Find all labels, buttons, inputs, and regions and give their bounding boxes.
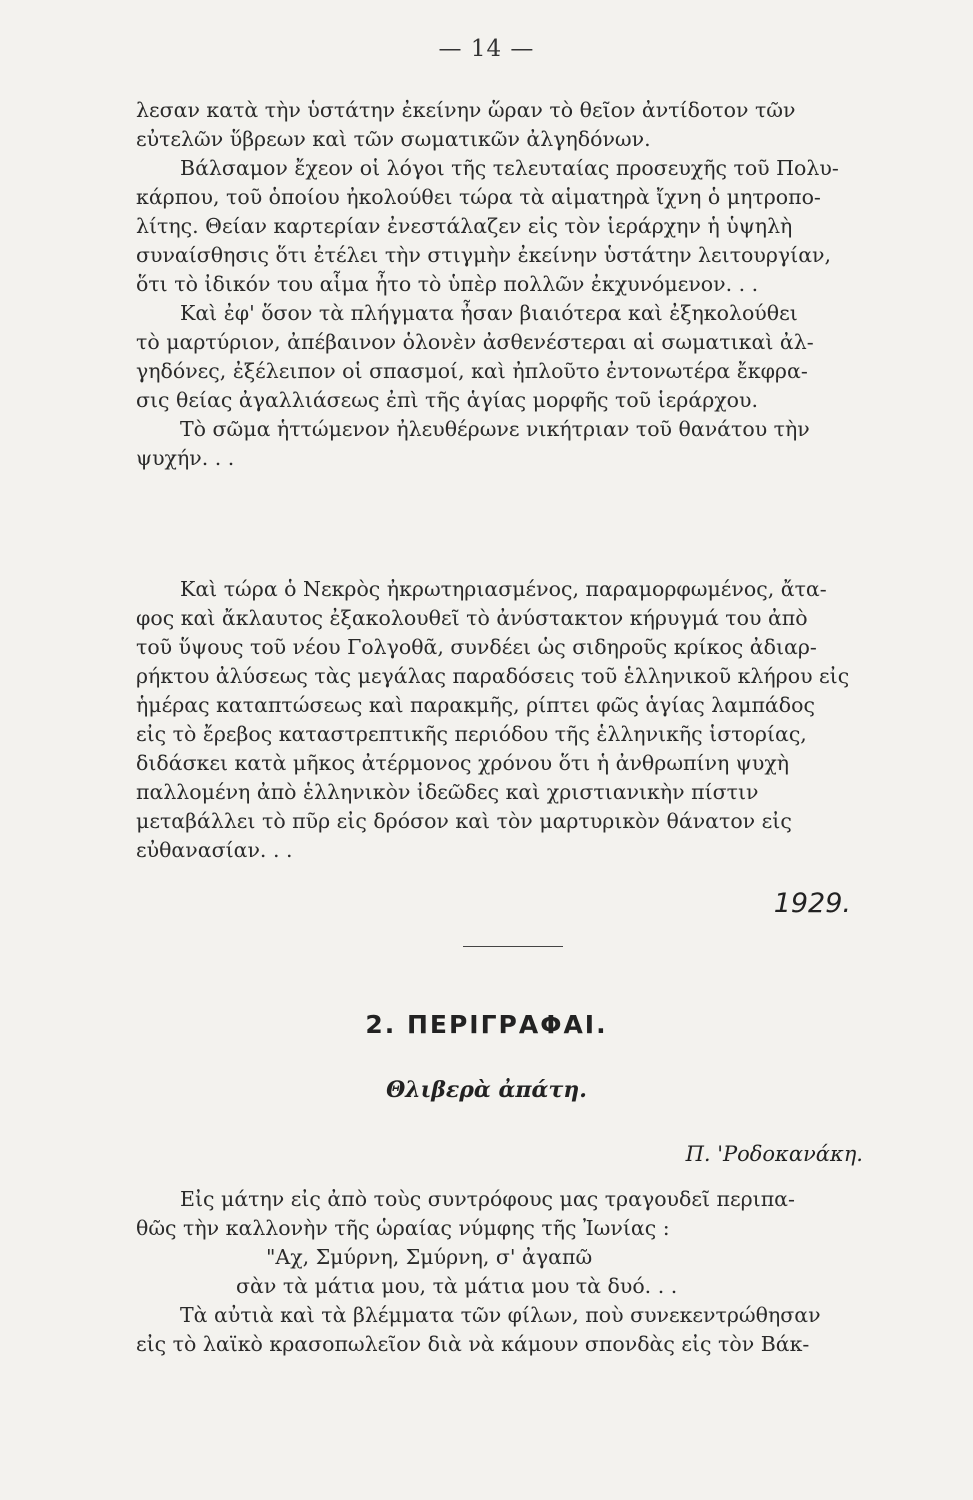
page-number: — 14 — (438, 36, 535, 62)
text-line: Τὰ αὐτιὰ καὶ τὰ βλέμματα τῶν φίλων, ποὺ συνεκεντρώθησαν (180, 1303, 821, 1327)
verse-line: σὰν τὰ μάτια μου, τὰ μάτια μου τὰ δυό. . . (236, 1274, 678, 1298)
text-line: Τὸ σῶμα ἡττώμενον ἠλευθέρωνε νικήτριαν τοῦ θανάτου τὴν (180, 417, 810, 441)
text-line: εὐθανασίαν. . . (136, 838, 293, 862)
text-line: λίτης. Θείαν καρτερίαν ἐνεστάλαζεν εἰς τὸν ἱεράρχην ἡ ὑψηλὴ (136, 214, 793, 238)
section-heading: 2. ΠΕΡΙΓΡΑΦΑΙ. (365, 1010, 608, 1039)
text-line: εὐτελῶν ὕβρεων καὶ τῶν σωματικῶν ἀλγηδόνων. (136, 127, 651, 151)
text-line: εἰς τὸ ἔρεβος καταστρεπτικῆς περιόδου τῆς ἑλληνικῆς ἱστορίας, (136, 722, 807, 746)
body-text-middle (136, 575, 908, 865)
text-line: διδάσκει κατὰ μῆκος ἀτέρμονος χρόνου ὅτι ἡ ἀνθρωπίνη ψυχὴ (136, 751, 790, 775)
text-line: γηδόνες, ἐξέλειπον οἱ σπασμοί, καὶ ἠπλοῦτο ἐντονωτέρα ἔκφρα- (136, 359, 808, 383)
article-title: Θλιβερὰ ἀπάτη. (386, 1077, 587, 1103)
text-line: σις θείας ἀγαλλιάσεως ἐπὶ τῆς ἁγίας μορφῆς τοῦ ἱεράρχου. (136, 388, 758, 412)
text-line: συναίσθησις ὅτι ἐτέλει τὴν στιγμὴν ἐκείνην ὑστάτην λειτουργίαν, (136, 243, 832, 267)
verse-line: "Αχ, Σμύρνη, Σμύρνη, σ' ἀγαπῶ (266, 1245, 593, 1269)
text-line: τὸ μαρτύριον, ἀπέβαινον ὁλονὲν ἀσθενέστεραι αἱ σωματικαὶ ἀλ- (136, 330, 814, 354)
text-line: λεσαν κατὰ τὴν ὑστάτην ἐκείνην ὥραν τὸ θεῖον ἀντίδοτον τῶν (136, 98, 796, 122)
date-year: 1929. (773, 888, 851, 919)
text-line: φος καὶ ἄκλαυτος ἐξακολουθεῖ τὸ ἀνύστακτον κήρυγμά του ἀπὸ (136, 606, 808, 630)
section-divider (463, 946, 563, 947)
text-line: ρήκτου ἀλύσεως τὰς μεγάλας παραδόσεις τοῦ ἑλληνικοῦ κλήρου εἰς (136, 664, 850, 688)
text-line: παλλομένη ἀπὸ ἑλληνικὸν ἰδεῶδες καὶ χριστιανικὴν πίστιν (136, 780, 759, 804)
text-line: θῶς τὴν καλλονὴν τῆς ὡραίας νύμφης τῆς Ἰωνίας : (136, 1216, 670, 1240)
text-line: εἰς τὸ λαϊκὸ κρασοπωλεῖον διὰ νὰ κάμουν σπονδὰς εἰς τὸν Βάκ- (136, 1332, 810, 1356)
text-line: ὅτι τὸ ἰδικόν του αἷμα ἦτο τὸ ὑπὲρ πολλῶν ἐκχυνόμενον. . . (136, 272, 759, 296)
text-line: Εἰς μάτην εἰς ἀπὸ τοὺς συντρόφους μας τραγουδεῖ περιπα- (180, 1187, 795, 1211)
text-line: Καὶ ἐφ' ὅσον τὰ πλήγματα ἦσαν βιαιότερα καὶ ἐξηκολούθει (180, 301, 798, 325)
body-text-lower (136, 1185, 908, 1359)
text-line: κάρπου, τοῦ ὁποίου ἠκολούθει τώρα τὰ αἱματηρὰ ἴχνη ὁ μητροπο- (136, 185, 821, 209)
text-line: Καὶ τώρα ὁ Νεκρὸς ἠκρωτηριασμένος, παραμορφωμένος, ἄτα- (180, 577, 827, 601)
body-text-upper (136, 96, 908, 473)
text-line: τοῦ ὕψους τοῦ νέου Γολγοθᾶ, συνδέει ὡς σιδηροῦς κρίκος ἀδιαρ- (136, 635, 817, 659)
text-line: ἡμέρας καταπτώσεως καὶ παρακμῆς, ρίπτει φῶς ἁγίας λαμπάδος (136, 693, 815, 717)
text-line: Βάλσαμον ἔχεον οἱ λόγοι τῆς τελευταίας προσευχῆς τοῦ Πολυ- (180, 156, 839, 180)
text-line: μεταβάλλει τὸ πῦρ εἰς δρόσον καὶ τὸν μαρτυρικὸν θάνατον εἰς (136, 809, 792, 833)
text-line: ψυχήν. . . (136, 446, 235, 470)
author-name: Π. 'Ροδοκανάκη. (685, 1142, 863, 1166)
